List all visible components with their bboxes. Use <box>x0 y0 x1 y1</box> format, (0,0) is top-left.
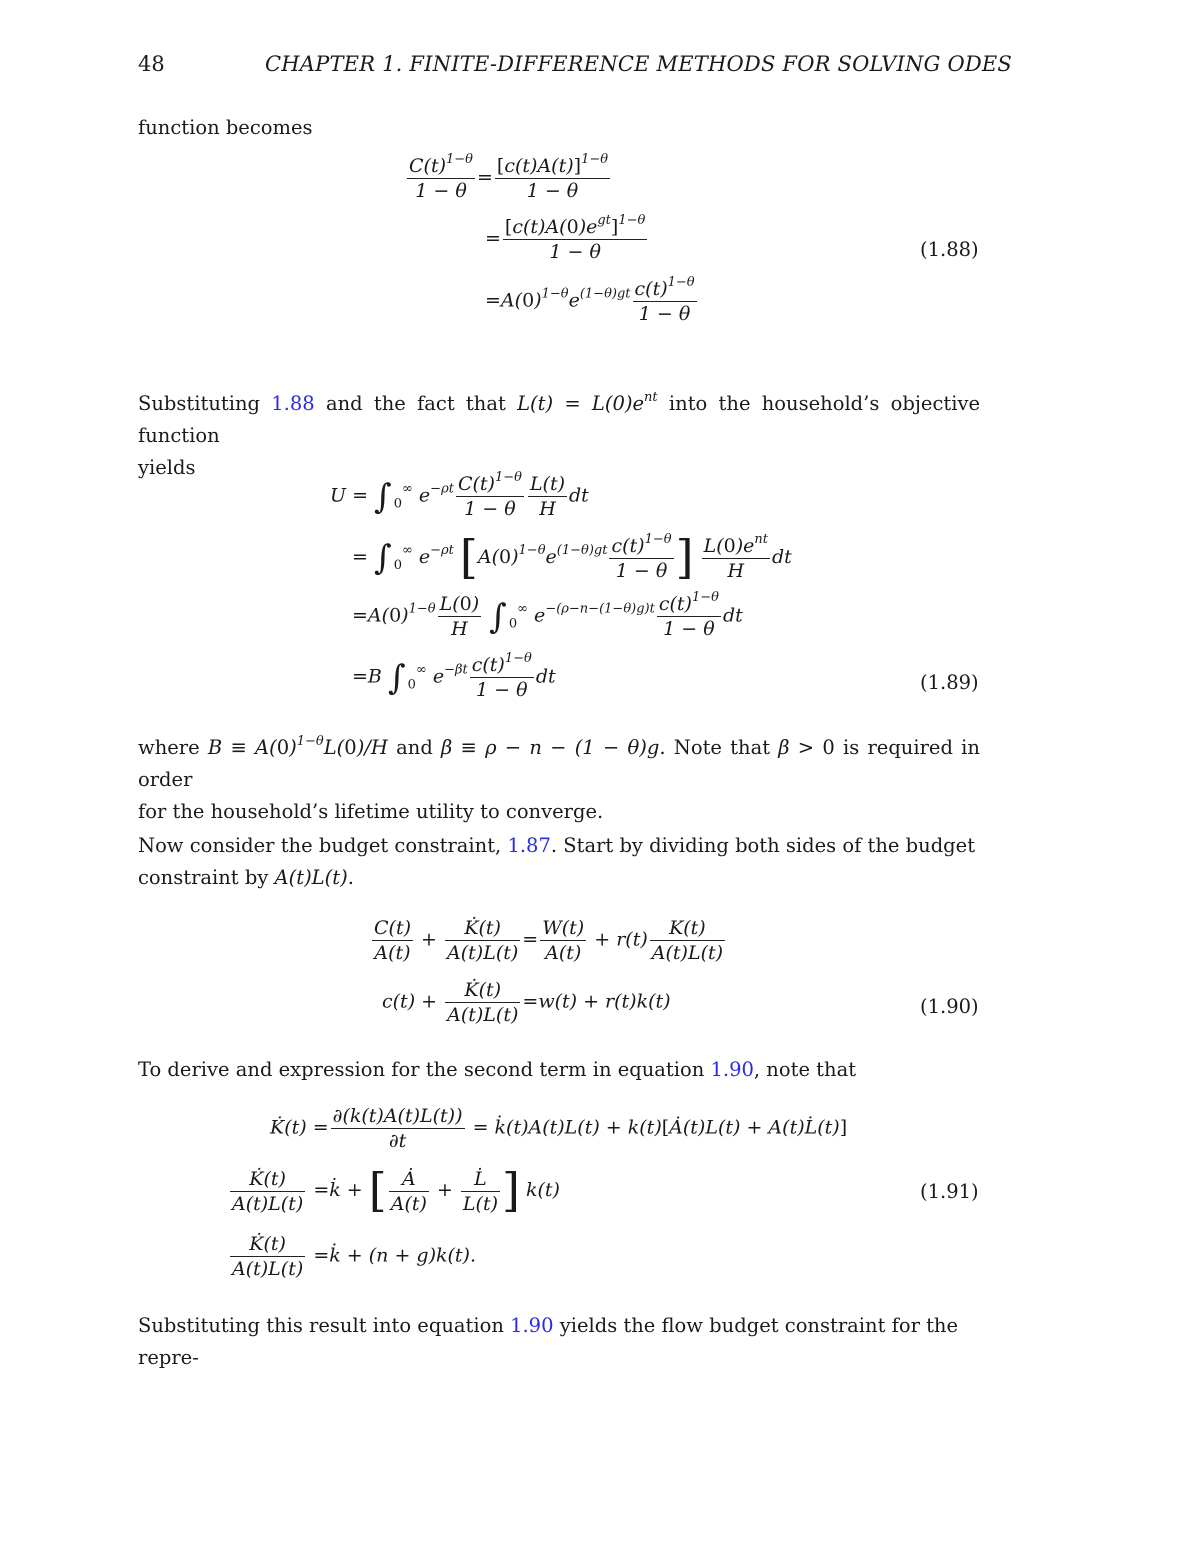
equation-number-1-90: (1.90) <box>920 995 979 1018</box>
equation-link-1-87[interactable]: 1.87 <box>507 834 551 857</box>
text-span: . <box>347 866 354 889</box>
text-span: is required in order <box>138 736 980 791</box>
text-span: for the household’s lifetime utility to converge. <box>138 800 604 823</box>
text-span: To derive and expression for the second term in equation <box>138 1058 711 1081</box>
equation-1-89-line2: = ∫ $_0$∞ $e^{-\rho t}$ [$A(0)^{1-\theta}e^{(1-\theta)gt}$ $\frac{c(t)^{1-\theta}}{1 - \theta}$ ] $\frac{L(0)e^{nt}}{H}$ dt <box>352 530 792 584</box>
equation-1-88-line2: = $\frac{[c(t)A(0)e^{gt}]^{1-\theta}}{1 - \theta}$ <box>485 213 646 263</box>
inline-math-beta-def: β ≡ ρ − n − (1 − θ)g <box>441 736 660 759</box>
page-number: 48 <box>138 52 165 76</box>
text-span: Substituting <box>138 392 272 415</box>
paragraph-where-b <box>138 732 980 828</box>
paragraph-flow-budget <box>138 1310 998 1374</box>
text-span: . Note that <box>659 736 779 759</box>
text-span: where <box>138 736 208 759</box>
text-span: into the household’s objective function <box>138 392 980 447</box>
text-span: Substituting this result into equation <box>138 1314 511 1337</box>
equation-link-1-88[interactable]: 1.88 <box>271 392 315 415</box>
text-function-becomes: function becomes <box>138 116 313 139</box>
inline-math-beta-positive: β > 0 <box>778 736 835 759</box>
equation-1-89-line4: =B ∫ $_0$∞ $e^{-\beta t}$ $\frac{c(t)^{1-\theta}}{1 - \theta}$ dt <box>352 651 556 701</box>
text-span: yields <box>138 456 196 479</box>
inline-math-al: A(t)L(t) <box>274 866 348 889</box>
text-span: Now consider the budget constraint, <box>138 834 508 857</box>
equation-1-88-line1: $\frac{C(t)^{1-\theta}}{1 - \theta}$ = $\frac{[c(t)A(t)]^{1-\theta}}{1 - \theta}$ <box>409 152 609 202</box>
inline-math-b-def: $B \equiv A(0)^{1-\theta}L(0)/H$ <box>207 734 388 759</box>
equation-1-89-line1: U = ∫ $_0$∞ $e^{-\rho t}$ $\frac{C(t)^{1-\theta}}{1 - \theta}$ $\frac{L(t)}{H}$ dt <box>330 470 589 520</box>
paragraph-intro <box>138 112 980 144</box>
text-span: and <box>387 736 442 759</box>
equation-1-91-line1: K̇(t) = $\frac{\partial(k(t)A(t)L(t))}{\partial t}$ = k̇(t)A(t)L(t) + k(t)[Ȧ(t)L(t) + A(t)L̇(t)] <box>270 1105 848 1152</box>
text-span: yields the flow budget constraint for the repre- <box>138 1314 959 1369</box>
paragraph-derive <box>138 1054 980 1086</box>
text-span: , note that <box>753 1058 857 1081</box>
equation-1-89-line3: $=A(0)^{1-\theta}$ $\frac{L(0)}{H}$ ∫ $_0$∞ $e^{-(\rho-n-(1-\theta)g)t}$ $\frac{c(t)^{1-\theta}}{1 - \theta}$ dt <box>352 590 743 640</box>
paragraph-substituting <box>138 388 980 484</box>
text-span: . Start by dividing both sides of the budget <box>550 834 976 857</box>
text-span: constraint by <box>138 866 275 889</box>
equation-1-90-line1: $\frac{C(t)}{A(t)}$ + $\frac{K̇(t)}{A(t)L(t)}$ = $\frac{W(t)}{A(t)}$ + r(t) $\frac{K(t)}{A(t)L(t)}$ <box>374 917 724 964</box>
equation-link-1-90[interactable]: 1.90 <box>710 1058 754 1081</box>
equation-number-1-88: (1.88) <box>920 238 979 261</box>
paragraph-budget-constraint <box>138 830 980 894</box>
equation-1-90-line2: c(t) + $\frac{K̇(t)}{A(t)L(t)}$ =w(t) + r(t)k(t) <box>382 979 671 1026</box>
equation-number-1-89: (1.89) <box>920 671 979 694</box>
running-header: CHAPTER 1. FINITE-DIFFERENCE METHODS FOR SOLVING ODES <box>265 52 1013 76</box>
equation-link-1-90[interactable]: 1.90 <box>510 1314 554 1337</box>
text-span: and the fact that <box>314 392 518 415</box>
equation-1-91-line3: $\frac{K̇(t)}{A(t)L(t)}$ =k̇ + (n + g)k(t). <box>232 1233 477 1280</box>
equation-1-91-line2: $\frac{K̇(t)}{A(t)L(t)}$ =k̇ + [ $\frac{Ȧ}{A(t)}$ + $\frac{L̇}{L(t)}$ ] k(t) <box>232 1163 560 1217</box>
equation-1-88-line3: $=A(0)^{1-\theta}e^{(1-\theta)gt}$ $\frac{c(t)^{1-\theta}}{1 - \theta}$ <box>485 275 695 325</box>
inline-math-labor: $L(t) = L(0)e^{nt}$ <box>517 390 658 415</box>
equation-number-1-91: (1.91) <box>920 1180 979 1203</box>
